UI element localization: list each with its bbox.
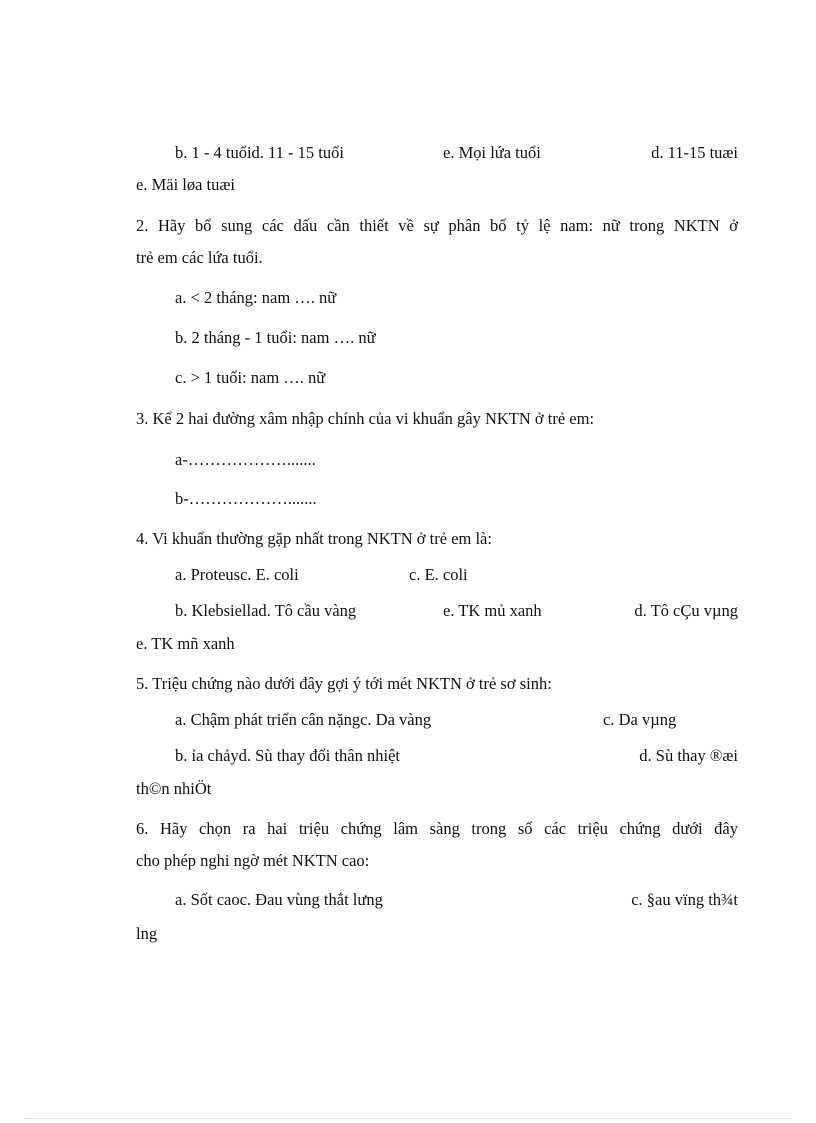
question-6-option-c-garbled: c. §au vïng th¾t [631,890,738,909]
question-3-blank-a: a-………………....... [175,450,316,469]
page-bottom-rule [24,1118,792,1119]
question-5: 5. Triệu chứng nào dưới đây gợi ý tới mét NKTN ở trẻ sơ sinh: [136,674,552,693]
question-2-line-1: 2. Hãy bổ sung các dấu cần thiết về sự phân bố tỷ lệ nam: nữ trong NKTN ở [136,216,738,235]
question-4: 4. Vi khuẩn thường gặp nhất trong NKTN ở trẻ em là: [136,529,492,548]
question-3: 3. Kể 2 hai đường xâm nhập chính của vi khuẩn gây NKTN ở trẻ em: [136,409,595,428]
question-4-option-line-b: b. Klebsiellad. Tô cầu vàng [175,601,357,620]
question-2-option-c: c. > 1 tuổi: nam …. nữ [175,368,326,387]
option-d-garbled: d. 11-15 tuæi [651,143,738,162]
question-2-option-b: b. 2 tháng - 1 tuổi: nam …. nữ [175,328,376,347]
question-5-option-d-garbled: d. Sù thay ®æi [639,746,738,765]
option-e: e. Mọi lứa tuổi [443,143,541,162]
question-5-option-line-a: a. Chậm phát triển cân nặngc. Da vàng [175,710,432,729]
question-4-option-line-a: a. Proteusc. E. coli [175,565,299,584]
question-5-option-line-b: b. ỉa chảyd. Sù thay đổi thân nhiệt [175,746,400,765]
question-6-option-c-continued: lng [136,924,158,943]
question-4-option-e-garbled: e. TK mñ xanh [136,634,235,653]
question-4-option-c: c. E. coli [409,565,468,584]
question-5-option-c-garbled: c. Da vµng [603,710,677,729]
question-5-option-d-continued: th©n nhiÖt [136,779,212,798]
question-6-line-1: 6. Hãy chọn ra hai triệu chứng lâm sàng trong số các triệu chứng dưới đây [136,819,738,838]
option-line-b: b. 1 - 4 tuổid. 11 - 15 tuổi [175,143,344,162]
question-3-blank-b: b-………………....... [175,489,317,508]
question-4-option-d-garbled: d. Tô cÇu vµng [634,601,738,620]
question-6-line-2: cho phép nghi ngờ mét NKTN cao: [136,851,370,870]
option-e-garbled: e. Mäi løa tuæi [136,175,235,194]
question-4-option-e: e. TK mủ xanh [443,601,542,620]
question-2-option-a: a. < 2 tháng: nam …. nữ [175,288,337,307]
question-6-option-line-a: a. Sốt caoc. Đau vùng thắt lưng [175,890,383,909]
question-2-line-2: trẻ em các lứa tuổi. [136,248,263,267]
